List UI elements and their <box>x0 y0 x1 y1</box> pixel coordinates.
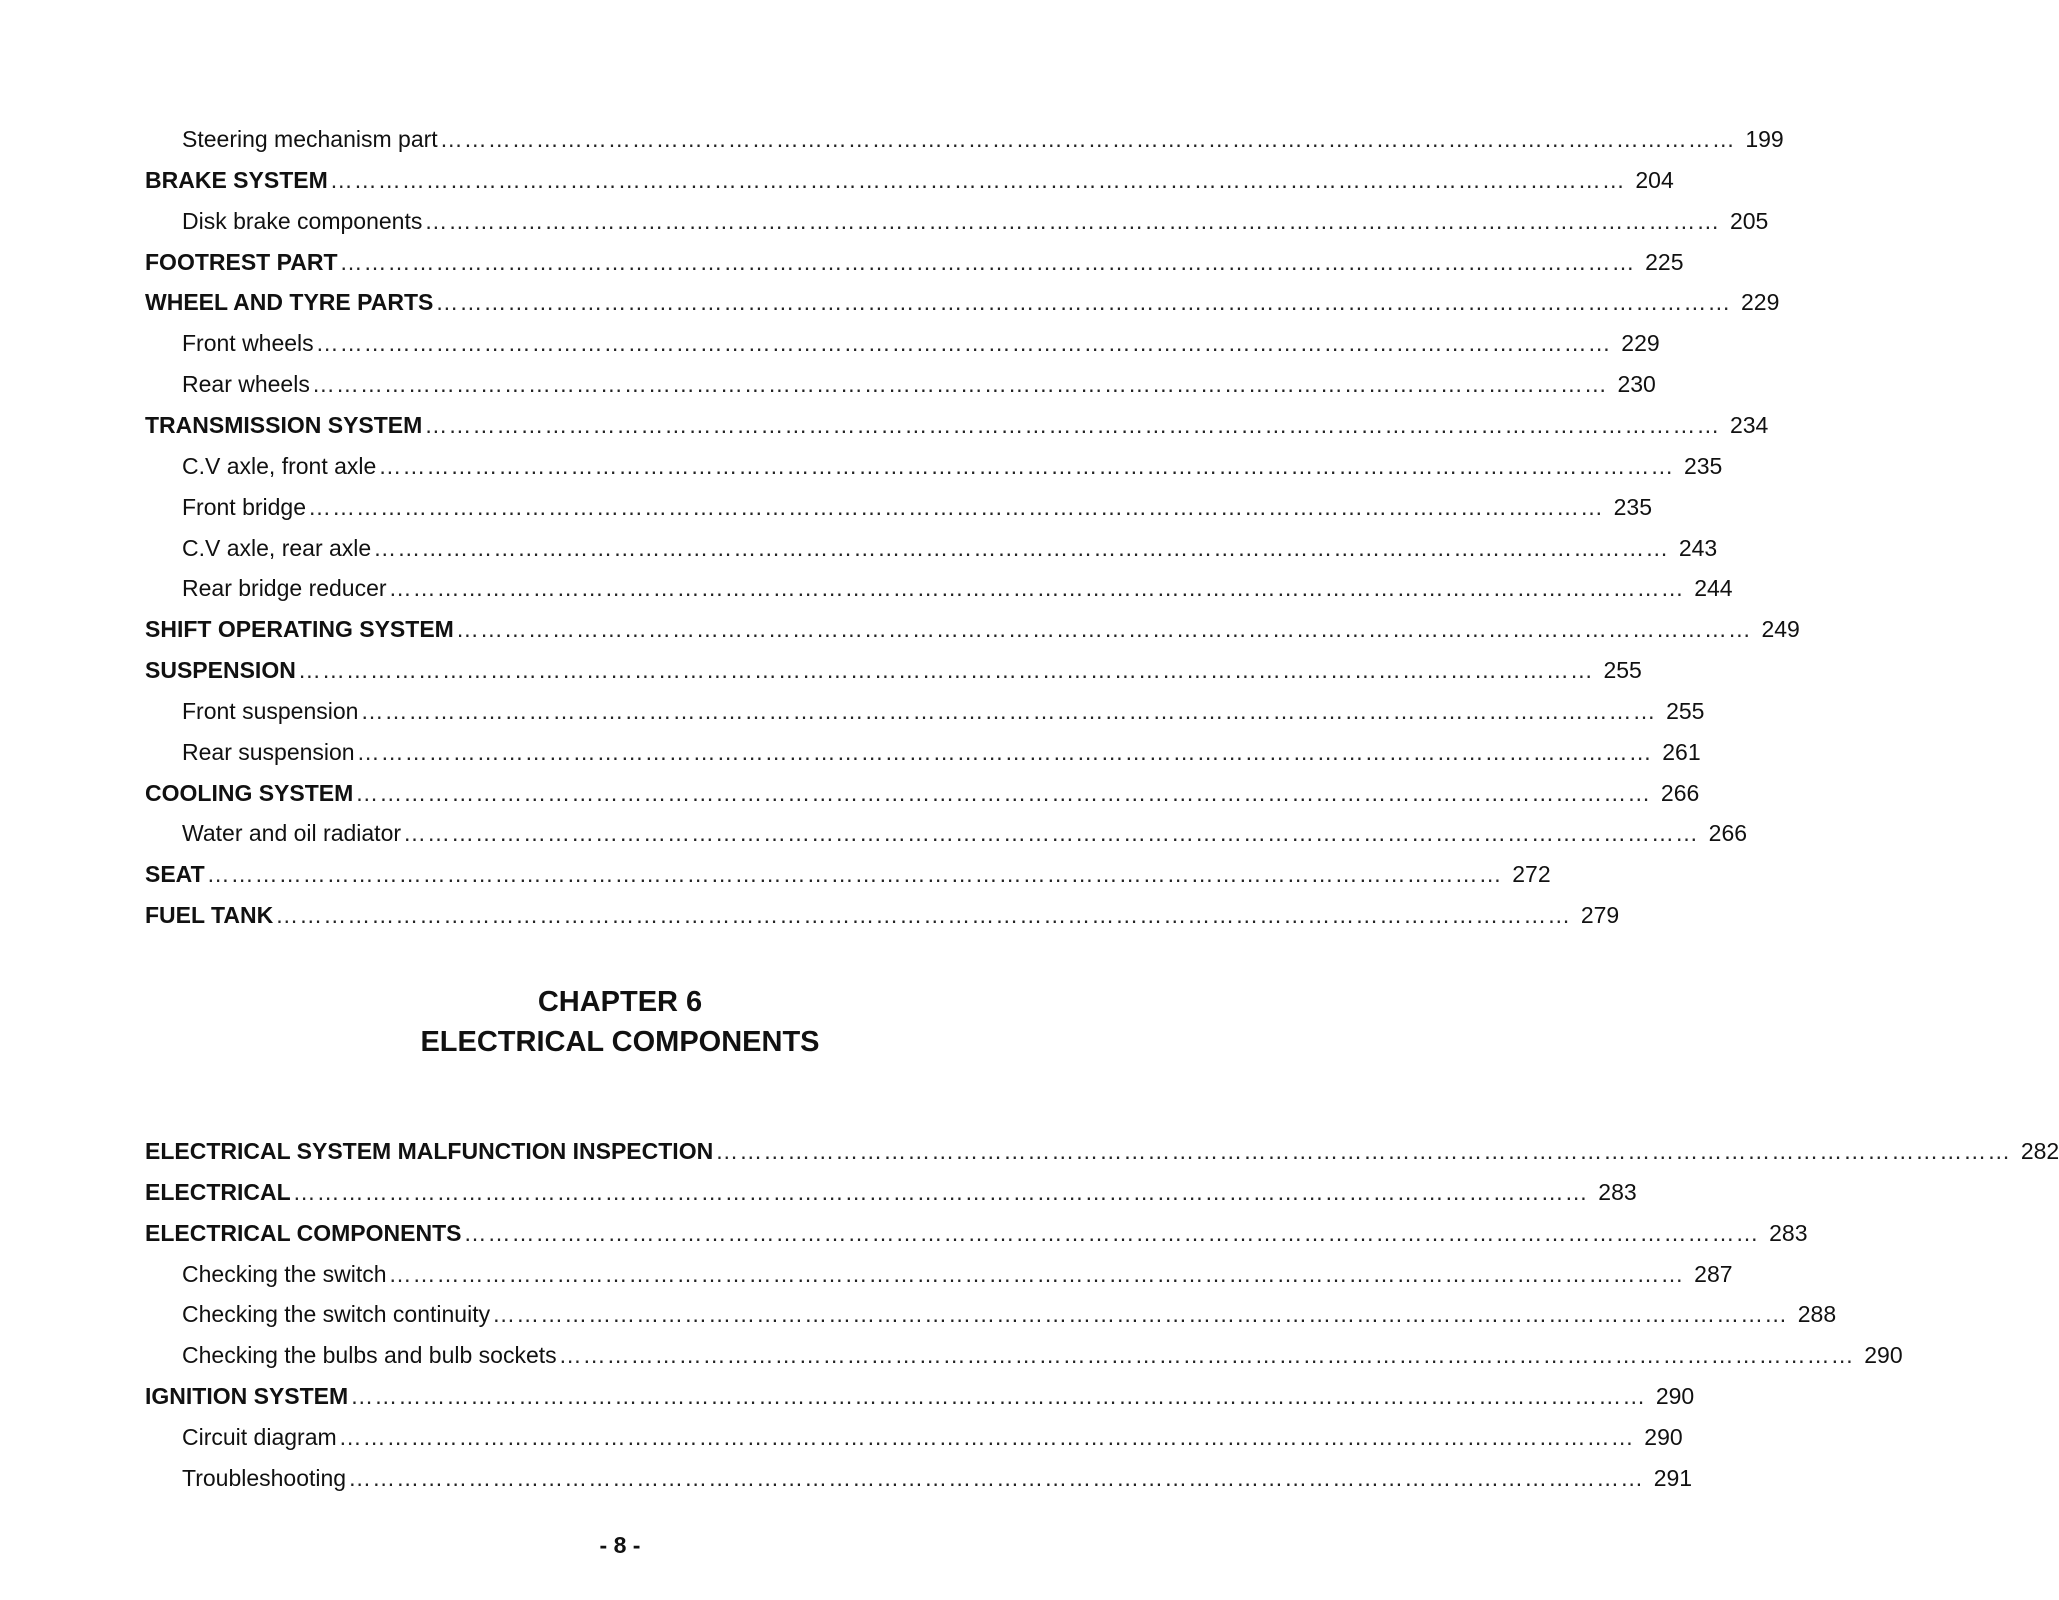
toc-entry <box>182 492 1653 522</box>
toc-entry-page: 243 <box>1678 534 1718 561</box>
toc-entry-page: 230 <box>1617 371 1656 398</box>
toc-entry <box>182 369 1656 399</box>
toc-entry <box>182 124 1784 154</box>
toc-entry-title: BRAKE SYSTEM <box>145 166 328 193</box>
toc-entry-title: Rear wheels <box>182 371 310 398</box>
toc-entry <box>182 328 1660 358</box>
toc-entry-title: C.V axle, rear axle <box>182 534 372 561</box>
toc-entry <box>182 206 1769 236</box>
toc-entry-page: 290 <box>1864 1342 1903 1369</box>
toc-dot-leader: ……………………………………………………………………………………………………………………………………………… <box>356 738 1653 765</box>
toc-entry <box>145 1177 1637 1207</box>
toc-entry-page: 287 <box>1694 1260 1733 1287</box>
toc-entry-title: FOOTREST PART <box>145 248 338 275</box>
toc-entry-page: 283 <box>1598 1178 1637 1205</box>
toc-dot-leader: ……………………………………………………………………………………………………………………………………………… <box>388 575 1685 602</box>
toc-entry-title: Checking the bulbs and bulb sockets <box>182 1342 557 1369</box>
toc-entry <box>145 247 1684 277</box>
toc-dot-leader: ……………………………………………………………………………………………………………………………………………… <box>355 779 1652 806</box>
toc-dot-leader: ……………………………………………………………………………………………………………………………………………… <box>439 126 1736 152</box>
toc-entry-page: 255 <box>1603 657 1642 684</box>
toc-entry-page: 229 <box>1741 289 1780 316</box>
toc-entry-title: Checking the switch <box>182 1260 387 1287</box>
toc-entry-page: 261 <box>1662 738 1701 765</box>
toc-entry <box>182 573 1733 603</box>
toc-dot-leader: ……………………………………………………………………………………………………………………………………………… <box>206 861 1503 888</box>
toc-entry-page: 282 <box>2020 1138 2059 1164</box>
toc-entry-page: 244 <box>1694 575 1733 602</box>
toc-dot-leader: ……………………………………………………………………………………………………………………………………………… <box>455 616 1752 643</box>
toc-entry <box>182 451 1723 481</box>
toc-entry <box>182 533 1718 563</box>
toc-entry-title: Front suspension <box>182 697 359 724</box>
toc-entry <box>145 614 1800 644</box>
toc-dot-leader: ……………………………………………………………………………………………………………………………………………… <box>338 1423 1635 1450</box>
toc-entry-title: C.V axle, front axle <box>182 452 377 479</box>
toc-entry-title: SEAT <box>145 861 205 888</box>
toc-entry <box>182 1299 1837 1329</box>
toc-dot-leader: ……………………………………………………………………………………………………………………………………………… <box>388 1260 1685 1287</box>
chapter-title-heading: ELECTRICAL COMPONENTS <box>420 1026 820 1058</box>
toc-dot-leader: ……………………………………………………………………………………………………………………………………………… <box>339 248 1636 275</box>
toc-entry-page: 279 <box>1580 902 1620 929</box>
toc-entry-page: 291 <box>1653 1464 1693 1491</box>
toc-entry-title: Rear bridge reducer <box>182 575 387 602</box>
toc-entry <box>145 859 1551 889</box>
toc-entry-page: 290 <box>1644 1423 1683 1450</box>
toc-entry-page: 288 <box>1797 1301 1837 1328</box>
toc-dot-leader: ……………………………………………………………………………………………………………………………………………… <box>275 902 1572 929</box>
toc-dot-leader: ……………………………………………………………………………………………………………………………………………… <box>360 697 1657 724</box>
toc-entry-page: 205 <box>1729 207 1769 234</box>
toc-entry-title: Steering mechanism part <box>182 126 438 152</box>
toc-entry-title: Disk brake components <box>182 207 423 234</box>
toc-entry <box>145 410 1769 440</box>
toc-entry-title: ELECTRICAL SYSTEM MALFUNCTION INSPECTION <box>145 1138 714 1164</box>
toc-entry <box>145 778 1700 808</box>
toc-dot-leader: ……………………………………………………………………………………………………………………………………………… <box>403 820 1700 847</box>
toc-entry-page: 266 <box>1708 820 1748 847</box>
toc-entry-page: 199 <box>1745 126 1784 152</box>
toc-dot-leader: ……………………………………………………………………………………………………………………………………………… <box>348 1464 1645 1491</box>
toc-dot-leader: ……………………………………………………………………………………………………………………………………………… <box>435 289 1732 316</box>
toc-entry <box>145 1136 2059 1166</box>
toc-entry-page: 255 <box>1666 697 1705 724</box>
toc-entry <box>182 696 1705 726</box>
toc-entry-page: 266 <box>1660 779 1700 806</box>
toc-entry-page: 235 <box>1613 493 1653 520</box>
toc-entry-title: Circuit diagram <box>182 1423 337 1450</box>
toc-dot-leader: ……………………………………………………………………………………………………………………………………………… <box>315 330 1612 357</box>
toc-entry-page: 229 <box>1621 330 1660 357</box>
toc-entry-title: SUSPENSION <box>145 657 296 684</box>
toc-dot-leader: ……………………………………………………………………………………………………………………………………………… <box>311 371 1608 398</box>
toc-entry-title: TRANSMISSION SYSTEM <box>145 411 423 438</box>
toc-entry-title: ELECTRICAL COMPONENTS <box>145 1219 462 1246</box>
toc-entry-title: Rear suspension <box>182 738 355 765</box>
toc-dot-leader: ……………………………………………………………………………………………………………………………………………… <box>308 493 1605 520</box>
toc-entry-page: 225 <box>1645 248 1684 275</box>
toc-dot-leader: ……………………………………………………………………………………………………………………………………………… <box>492 1301 1789 1328</box>
toc-entry-title: SHIFT OPERATING SYSTEM <box>145 616 454 643</box>
toc-entry <box>145 900 1620 930</box>
toc-dot-leader: ……………………………………………………………………………………………………………………………………………… <box>424 207 1721 234</box>
toc-entry-title: WHEEL AND TYRE PARTS <box>145 289 434 316</box>
toc-dot-leader: ……………………………………………………………………………………………………………………………………………… <box>378 452 1675 479</box>
toc-entry-title: Front wheels <box>182 330 314 357</box>
toc-entry <box>145 1218 1808 1248</box>
toc-entry-title: Troubleshooting <box>182 1464 347 1491</box>
toc-entry-page: 235 <box>1683 452 1723 479</box>
toc-entry-page: 272 <box>1512 861 1551 888</box>
toc-entry <box>182 1463 1693 1493</box>
toc-entry-title: Checking the switch continuity <box>182 1301 491 1328</box>
toc-entry-title: ELECTRICAL <box>145 1178 291 1205</box>
page-number: - 8 - <box>599 1532 641 1558</box>
toc-entry-title: FUEL TANK <box>145 902 274 929</box>
toc-entry <box>182 1422 1683 1452</box>
toc-entry-title: IGNITION SYSTEM <box>145 1383 349 1410</box>
toc-dot-leader: ……………………………………………………………………………………………………………………………………………… <box>558 1342 1855 1369</box>
toc-entry <box>182 737 1701 767</box>
toc-entry-page: 204 <box>1635 166 1674 193</box>
toc-dot-leader: ……………………………………………………………………………………………………………………………………………… <box>292 1178 1589 1205</box>
toc-dot-leader: ……………………………………………………………………………………………………………………………………………… <box>350 1383 1647 1410</box>
toc-dot-leader: ……………………………………………………………………………………………………………………………………………… <box>715 1138 2012 1164</box>
toc-dot-leader: ……………………………………………………………………………………………………………………………………………… <box>373 534 1670 561</box>
toc-entry-page: 283 <box>1769 1219 1808 1246</box>
toc-entry-title: COOLING SYSTEM <box>145 779 354 806</box>
toc-entry <box>182 1340 1903 1370</box>
toc-entry-page: 234 <box>1729 411 1769 438</box>
chapter-number-heading: CHAPTER 6 <box>537 986 703 1018</box>
toc-dot-leader: ……………………………………………………………………………………………………………………………………………… <box>424 411 1721 438</box>
toc-entry <box>145 1381 1695 1411</box>
toc-entry-page: 290 <box>1655 1383 1695 1410</box>
toc-dot-leader: ……………………………………………………………………………………………………………………………………………… <box>297 657 1594 684</box>
toc-entry <box>145 287 1780 317</box>
toc-dot-leader: ……………………………………………………………………………………………………………………………………………… <box>329 166 1626 193</box>
toc-dot-leader: ……………………………………………………………………………………………………………………………………………… <box>463 1219 1760 1246</box>
toc-entry <box>145 165 1674 195</box>
toc-entry-title: Front bridge <box>182 493 307 520</box>
toc-entry <box>182 818 1748 848</box>
toc-entry-page: 249 <box>1761 616 1800 643</box>
toc-entry <box>145 655 1642 685</box>
toc-entry-title: Water and oil radiator <box>182 820 402 847</box>
toc-entry <box>182 1259 1733 1289</box>
